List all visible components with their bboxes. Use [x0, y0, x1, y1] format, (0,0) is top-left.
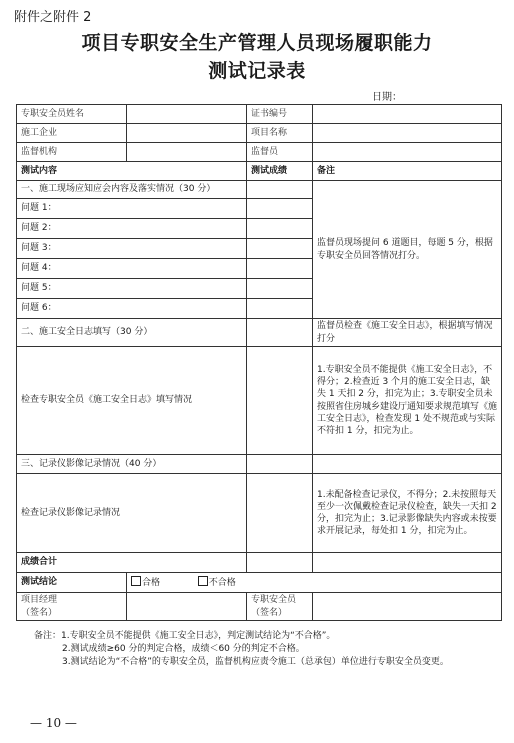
project-label: 项目名称 [247, 124, 313, 143]
question-score[interactable] [247, 239, 313, 259]
note-3: 3.测试结论为“不合格”的专职安全员，监督机构应责令施工（总承包）单位进行专职安全员变更。 [62, 657, 449, 668]
table-header-row [17, 162, 502, 181]
question-score[interactable] [247, 299, 313, 319]
section2-item-row [17, 347, 502, 455]
section2-title: 二、施工安全日志填写（30 分） [17, 319, 247, 347]
question-score[interactable] [247, 219, 313, 239]
section3-item: 检查记录仪影像记录情况 [17, 474, 247, 553]
manager-signature-label [17, 593, 127, 621]
officer-signature-label [247, 593, 313, 621]
supervisor-label: 监督员 [247, 143, 313, 162]
section3-title-row [17, 455, 502, 474]
total-row [17, 553, 502, 573]
pass-checkbox[interactable] [131, 576, 141, 586]
section2-item-score[interactable] [247, 347, 313, 455]
pass-label: 合格 [142, 577, 161, 588]
total-remark [313, 553, 502, 573]
section3-title: 三、记录仪影像记录情况（40 分） [17, 455, 247, 474]
notes-block [34, 630, 494, 669]
header-remark: 备注 [313, 162, 502, 181]
header-content: 测试内容 [17, 162, 247, 181]
info-row-name [17, 105, 502, 124]
question-label: 问题 4： [17, 259, 247, 279]
section2-score[interactable] [247, 319, 313, 347]
section2-title-remark: 监督员检查《施工安全日志》，根据填写情况打分 [313, 319, 502, 347]
page-subtitle: 测试记录表 [208, 60, 306, 82]
section3-item-row [17, 474, 502, 553]
officer-signature-field[interactable] [313, 593, 502, 621]
question-score[interactable] [247, 279, 313, 299]
info-row-company [17, 124, 502, 143]
record-table [16, 104, 502, 621]
question-label: 问题 1： [17, 199, 247, 219]
section2-item-remark: 1.专职安全员不能提供《施工安全日志》，不得分；2.检查近 3 个月的施工安全日志，缺失 1 天扣 2 分，扣完为止；3.专职安全员未按照省住房城乡建设厅通知要求规范填写《施工安全日志》，检查发现 1 处不规范或与实际不符扣 1 分，扣完为止。 [313, 347, 502, 455]
project-field[interactable] [313, 124, 502, 143]
fail-checkbox[interactable] [198, 576, 208, 586]
header-score: 测试成绩 [247, 162, 313, 181]
name-field[interactable] [127, 105, 247, 124]
manager-label-line1: 项目经理 [21, 595, 58, 606]
total-label: 成绩合计 [17, 553, 247, 573]
section2-title-row [17, 319, 502, 347]
company-field[interactable] [127, 124, 247, 143]
section1-remark: 监督员现场提问 6 道题目，每题 5 分，根据专职安全员回答情况打分。 [313, 181, 502, 319]
date-label: 日期： [372, 92, 402, 103]
agency-field[interactable] [127, 143, 247, 162]
manager-label-line2: （签名） [21, 607, 58, 618]
signature-row [17, 593, 502, 621]
attachment-label: 附件之附件 2 [14, 10, 92, 25]
section1-title-row [17, 181, 502, 199]
section1-score[interactable] [247, 181, 313, 199]
manager-signature-field[interactable] [127, 593, 247, 621]
fail-label: 不合格 [208, 577, 236, 588]
conclusion-row [17, 573, 502, 593]
conclusion-options [127, 573, 502, 593]
conclusion-label: 测试结论 [17, 573, 127, 593]
officer-label-line1: 专职安全员 [251, 595, 297, 606]
agency-label: 监督机构 [17, 143, 127, 162]
page-number: — 10 — [30, 716, 77, 730]
question-label: 问题 3： [17, 239, 247, 259]
cert-label: 证书编号 [247, 105, 313, 124]
note-2: 2.测试成绩≥60 分的判定合格，成绩＜60 分的判定不合格。 [62, 644, 305, 655]
page-title: 项目专职安全生产管理人员现场履职能力 [81, 32, 433, 54]
section3-item-score[interactable] [247, 474, 313, 553]
question-label: 问题 2： [17, 219, 247, 239]
question-label: 问题 6： [17, 299, 247, 319]
total-score[interactable] [247, 553, 313, 573]
question-score[interactable] [247, 259, 313, 279]
company-label: 施工企业 [17, 124, 127, 143]
info-row-agency [17, 143, 502, 162]
supervisor-field[interactable] [313, 143, 502, 162]
question-label: 问题 5： [17, 279, 247, 299]
section2-item: 检查专职安全员《施工安全日志》填写情况 [17, 347, 247, 455]
officer-label-line2: （签名） [251, 607, 288, 618]
name-label: 专职安全员姓名 [17, 105, 127, 124]
question-score[interactable] [247, 199, 313, 219]
section3-score[interactable] [247, 455, 313, 474]
section3-item-remark: 1.未配备检查记录仪，不得分；2.未按照每天至少一次佩戴检查记录仪检查，缺失一天扣 2 分，扣完为止；3.记录影像缺失内容或未按要求开展记录，每处扣 1 分，扣完为止。 [313, 474, 502, 553]
note-1: 备注：1.专职安全员不能提供《施工安全日志》，判定测试结论为“不合格”。 [34, 631, 336, 641]
section1-title: 一、施工现场应知应会内容及落实情况（30 分） [17, 181, 247, 199]
cert-field[interactable] [313, 105, 502, 124]
section3-title-remark [313, 455, 502, 474]
